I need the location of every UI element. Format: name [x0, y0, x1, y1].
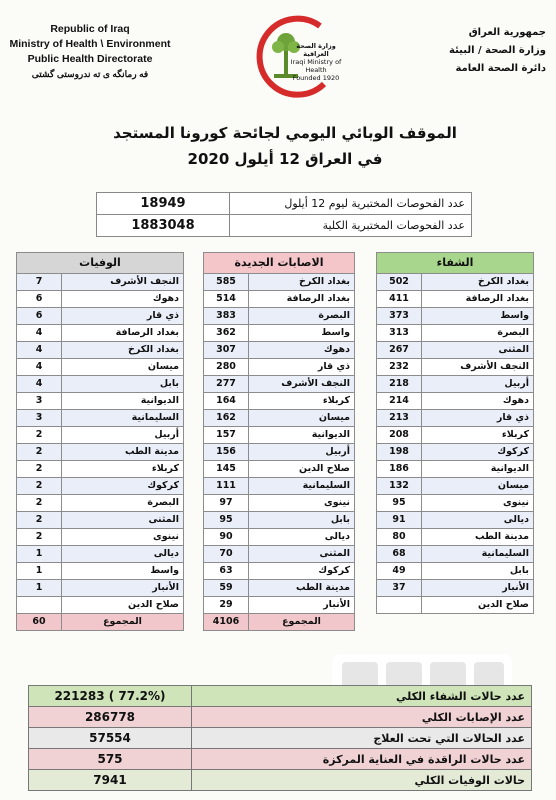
- new-cases-row: [204, 597, 355, 614]
- total-label: المجموع: [249, 614, 355, 631]
- governorate-name: واسط: [422, 308, 534, 325]
- logo-line: وزارة الصحة العراقية: [296, 42, 336, 58]
- count-value: 4: [17, 342, 62, 359]
- recovered-row: [377, 274, 534, 291]
- summary-value: 57554: [29, 728, 192, 749]
- deaths-row: [17, 410, 184, 427]
- governorate-name: النجف الأشرف: [62, 274, 184, 291]
- count-value: 70: [204, 546, 249, 563]
- governorate-name: ذي قار: [249, 359, 355, 376]
- count-value: 2: [17, 512, 62, 529]
- governorate-name: السليمانية: [62, 410, 184, 427]
- governorate-name: البصرة: [62, 495, 184, 512]
- count-value: 37: [377, 580, 422, 597]
- tests-row: [97, 215, 472, 237]
- total-value: 4106: [204, 614, 249, 631]
- recovered-row: [377, 597, 534, 614]
- new-cases-title: الاصابات الجديدة: [204, 253, 355, 274]
- new-cases-row: [204, 393, 355, 410]
- count-value: 214: [377, 393, 422, 410]
- count-value: 373: [377, 308, 422, 325]
- count-value: 3: [17, 393, 62, 410]
- count-value: 514: [204, 291, 249, 308]
- new-cases-row: [204, 376, 355, 393]
- governorate-name: أربيل: [422, 376, 534, 393]
- new-cases-row: [204, 359, 355, 376]
- count-value: 156: [204, 444, 249, 461]
- governorate-name: النجف الأشرف: [249, 376, 355, 393]
- tests-label: عدد الفحوصات المختبرية ليوم 12 أيلول: [230, 193, 472, 215]
- governorate-name: دهوك: [422, 393, 534, 410]
- count-value: 186: [377, 461, 422, 478]
- report-title: الموقف الوبائي اليومي لجائحة كورونا المستجد: [113, 124, 457, 142]
- recovered-row: [377, 546, 534, 563]
- total-value: 60: [17, 614, 62, 631]
- governorate-name: كركوك: [62, 478, 184, 495]
- summary-row: [29, 707, 532, 728]
- governorate-name: نينوى: [62, 529, 184, 546]
- count-value: 6: [17, 308, 62, 325]
- count-value: 132: [377, 478, 422, 495]
- count-value: 80: [377, 529, 422, 546]
- count-value: 29: [204, 597, 249, 614]
- governorate-name: صلاح الدين: [249, 461, 355, 478]
- summary-value: 286778: [29, 707, 192, 728]
- header-en-line: Public Health Directorate: [27, 53, 153, 65]
- deaths-title: الوفيات: [17, 253, 184, 274]
- report-date: في العراق 12 أيلول 2020: [187, 150, 383, 168]
- governorate-name: الديوانية: [62, 393, 184, 410]
- recovered-row: [377, 529, 534, 546]
- recovered-row: [377, 308, 534, 325]
- deaths-row: [17, 342, 184, 359]
- new-cases-row: [204, 291, 355, 308]
- recovered-row: [377, 461, 534, 478]
- deaths-row: [17, 359, 184, 376]
- recovered-row: [377, 512, 534, 529]
- deaths-row: [17, 495, 184, 512]
- count-value: 95: [204, 512, 249, 529]
- count-value: 157: [204, 427, 249, 444]
- recovered-row: [377, 342, 534, 359]
- recovered-row: [377, 325, 534, 342]
- deaths-row: [17, 478, 184, 495]
- new-cases-row: [204, 529, 355, 546]
- recovered-table: [376, 252, 534, 614]
- governorate-name: الأنبار: [422, 580, 534, 597]
- count-value: 6: [17, 291, 62, 308]
- summary-label: عدد الإصابات الكلي: [192, 707, 532, 728]
- count-value: 2: [17, 427, 62, 444]
- new-cases-table: [203, 252, 355, 631]
- deaths-row: [17, 427, 184, 444]
- count-value: 164: [204, 393, 249, 410]
- governorate-name: بغداد الكرخ: [249, 274, 355, 291]
- deaths-row: [17, 529, 184, 546]
- governorate-name: ديالى: [62, 546, 184, 563]
- deaths-header-row: [17, 253, 184, 274]
- count-value: 68: [377, 546, 422, 563]
- count-value: 145: [204, 461, 249, 478]
- governorate-name: بغداد الكرخ: [62, 342, 184, 359]
- count-value: 307: [204, 342, 249, 359]
- deaths-row: [17, 580, 184, 597]
- new-cases-row: [204, 563, 355, 580]
- deaths-row: [17, 444, 184, 461]
- header-ar-line: وزارة الصحة / البيئة: [449, 45, 546, 56]
- count-value: 502: [377, 274, 422, 291]
- governorate-name: السليمانية: [249, 478, 355, 495]
- new-cases-row: [204, 444, 355, 461]
- governorate-name: البصرة: [422, 325, 534, 342]
- count-value: [377, 597, 422, 614]
- count-value: 362: [204, 325, 249, 342]
- recovered-row: [377, 291, 534, 308]
- new-cases-row: [204, 461, 355, 478]
- count-value: 313: [377, 325, 422, 342]
- count-value: 218: [377, 376, 422, 393]
- deaths-row: [17, 461, 184, 478]
- governorate-name: بابل: [62, 376, 184, 393]
- recovered-row: [377, 376, 534, 393]
- governorate-name: ذي قار: [62, 308, 184, 325]
- deaths-row: [17, 393, 184, 410]
- governorate-name: كربلاء: [249, 393, 355, 410]
- recovered-row: [377, 563, 534, 580]
- logo-caption: [286, 42, 346, 82]
- recovered-header-row: [377, 253, 534, 274]
- tests-label: عدد الفحوصات المختبرية الكلية: [230, 215, 472, 237]
- new-cases-row: [204, 495, 355, 512]
- deaths-row: [17, 308, 184, 325]
- count-value: [17, 597, 62, 614]
- new-cases-total-row: [204, 614, 355, 631]
- summary-row: [29, 749, 532, 770]
- count-value: 97: [204, 495, 249, 512]
- count-value: 277: [204, 376, 249, 393]
- count-value: 208: [377, 427, 422, 444]
- count-value: 111: [204, 478, 249, 495]
- governorate-name: كركوك: [422, 444, 534, 461]
- recovered-row: [377, 410, 534, 427]
- governorate-name: النجف الأشرف: [422, 359, 534, 376]
- new-cases-row: [204, 308, 355, 325]
- count-value: 585: [204, 274, 249, 291]
- deaths-table: [16, 252, 184, 631]
- deaths-row: [17, 563, 184, 580]
- count-value: 49: [377, 563, 422, 580]
- deaths-row: [17, 512, 184, 529]
- recovered-row: [377, 393, 534, 410]
- governorate-name: الأنبار: [249, 597, 355, 614]
- governorate-name: بابل: [422, 563, 534, 580]
- governorate-name: المثنى: [422, 342, 534, 359]
- arabic-header: [449, 24, 546, 78]
- deaths-row: [17, 546, 184, 563]
- deaths-row: [17, 291, 184, 308]
- recovered-row: [377, 427, 534, 444]
- deaths-row: [17, 376, 184, 393]
- count-value: 7: [17, 274, 62, 291]
- deaths-row: [17, 597, 184, 614]
- count-value: 232: [377, 359, 422, 376]
- count-value: 59: [204, 580, 249, 597]
- recovered-title: الشفاء: [377, 253, 534, 274]
- summary-value: (77.2% ) 221283: [29, 686, 192, 707]
- header-en-line: Ministry of Health \ Environment: [9, 38, 171, 50]
- governorate-name: مدينة الطب: [249, 580, 355, 597]
- governorate-name: ذي قار: [422, 410, 534, 427]
- governorate-name: السليمانية: [422, 546, 534, 563]
- count-value: 1: [17, 563, 62, 580]
- governorate-name: دهوك: [249, 342, 355, 359]
- governorate-name: نينوى: [422, 495, 534, 512]
- new-cases-row: [204, 427, 355, 444]
- count-value: 198: [377, 444, 422, 461]
- new-cases-header-row: [204, 253, 355, 274]
- governorate-name: ميسان: [62, 359, 184, 376]
- header-ar-line: دائرة الصحة العامة: [455, 63, 546, 74]
- deaths-row: [17, 274, 184, 291]
- summary-value: 7941: [29, 770, 192, 791]
- governorate-name: دهوك: [62, 291, 184, 308]
- governorate-name: كربلاء: [422, 427, 534, 444]
- logo-line: Iraqi Ministry of Health: [290, 58, 342, 74]
- governorate-name: كركوك: [249, 563, 355, 580]
- new-cases-row: [204, 325, 355, 342]
- count-value: 90: [204, 529, 249, 546]
- deaths-total-row: [17, 614, 184, 631]
- total-label: المجموع: [62, 614, 184, 631]
- count-value: 95: [377, 495, 422, 512]
- count-value: 63: [204, 563, 249, 580]
- governorate-name: مدينة الطب: [422, 529, 534, 546]
- governorate-name: بغداد الرصافة: [62, 325, 184, 342]
- new-cases-row: [204, 580, 355, 597]
- english-header: [0, 22, 180, 82]
- tests-row: [97, 193, 472, 215]
- count-value: 2: [17, 478, 62, 495]
- count-value: 213: [377, 410, 422, 427]
- new-cases-row: [204, 512, 355, 529]
- new-cases-row: [204, 410, 355, 427]
- tests-value: 1883048: [97, 215, 230, 237]
- governorate-name: ميسان: [249, 410, 355, 427]
- count-value: 3: [17, 410, 62, 427]
- governorate-name: صلاح الدين: [62, 597, 184, 614]
- governorate-name: أربيل: [249, 444, 355, 461]
- governorate-name: واسط: [62, 563, 184, 580]
- count-value: 2: [17, 529, 62, 546]
- summary-label: حالات الوفيات الكلي: [192, 770, 532, 791]
- governorate-name: البصرة: [249, 308, 355, 325]
- summary-value: 575: [29, 749, 192, 770]
- governorate-name: الديوانية: [422, 461, 534, 478]
- new-cases-row: [204, 274, 355, 291]
- count-value: 162: [204, 410, 249, 427]
- governorate-name: كربلاء: [62, 461, 184, 478]
- header-ar-line: جمهورية العراق: [468, 27, 546, 38]
- count-value: 2: [17, 461, 62, 478]
- governorate-name: ديالى: [249, 529, 355, 546]
- deaths-row: [17, 325, 184, 342]
- governorate-name: صلاح الدين: [422, 597, 534, 614]
- recovered-row: [377, 444, 534, 461]
- tests-table: [96, 192, 472, 237]
- count-value: 4: [17, 359, 62, 376]
- governorate-name: مدينة الطب: [62, 444, 184, 461]
- governorate-name: الديوانية: [249, 427, 355, 444]
- new-cases-row: [204, 546, 355, 563]
- summary-label: عدد حالات الراقدة في العناية المركزة: [192, 749, 532, 770]
- count-value: 4: [17, 325, 62, 342]
- governorate-name: أربيل: [62, 427, 184, 444]
- count-value: 267: [377, 342, 422, 359]
- count-value: 383: [204, 308, 249, 325]
- count-value: 1: [17, 546, 62, 563]
- governorate-name: نينوى: [249, 495, 355, 512]
- summary-label: عدد الحالات التي تحت العلاج: [192, 728, 532, 749]
- governorate-name: بغداد الكرخ: [422, 274, 534, 291]
- summary-table: [28, 685, 532, 791]
- count-value: 2: [17, 495, 62, 512]
- recovered-row: [377, 478, 534, 495]
- recovered-row: [377, 359, 534, 376]
- governorate-name: ديالى: [422, 512, 534, 529]
- governorate-name: واسط: [249, 325, 355, 342]
- governorate-name: بغداد الرصافة: [422, 291, 534, 308]
- new-cases-row: [204, 342, 355, 359]
- governorate-name: بابل: [249, 512, 355, 529]
- summary-row: [29, 770, 532, 791]
- recovered-row: [377, 580, 534, 597]
- governorate-name: المثنى: [62, 512, 184, 529]
- summary-label: عدد حالات الشفاء الكلي: [192, 686, 532, 707]
- governorate-name: ميسان: [422, 478, 534, 495]
- count-value: 280: [204, 359, 249, 376]
- tests-value: 18949: [97, 193, 230, 215]
- summary-row: [29, 728, 532, 749]
- summary-row: [29, 686, 532, 707]
- header-ku-line: فه رمانگه ى ته ندروستى گشتى: [31, 69, 149, 79]
- governorate-name: الأنبار: [62, 580, 184, 597]
- logo-line: Founded 1920: [292, 74, 340, 82]
- count-value: 4: [17, 376, 62, 393]
- governorate-name: بغداد الرصافة: [249, 291, 355, 308]
- new-cases-row: [204, 478, 355, 495]
- count-value: 91: [377, 512, 422, 529]
- count-value: 2: [17, 444, 62, 461]
- count-value: 1: [17, 580, 62, 597]
- governorate-name: المثنى: [249, 546, 355, 563]
- count-value: 411: [377, 291, 422, 308]
- header-en-line: Republic of Iraq: [50, 23, 130, 35]
- recovered-row: [377, 495, 534, 512]
